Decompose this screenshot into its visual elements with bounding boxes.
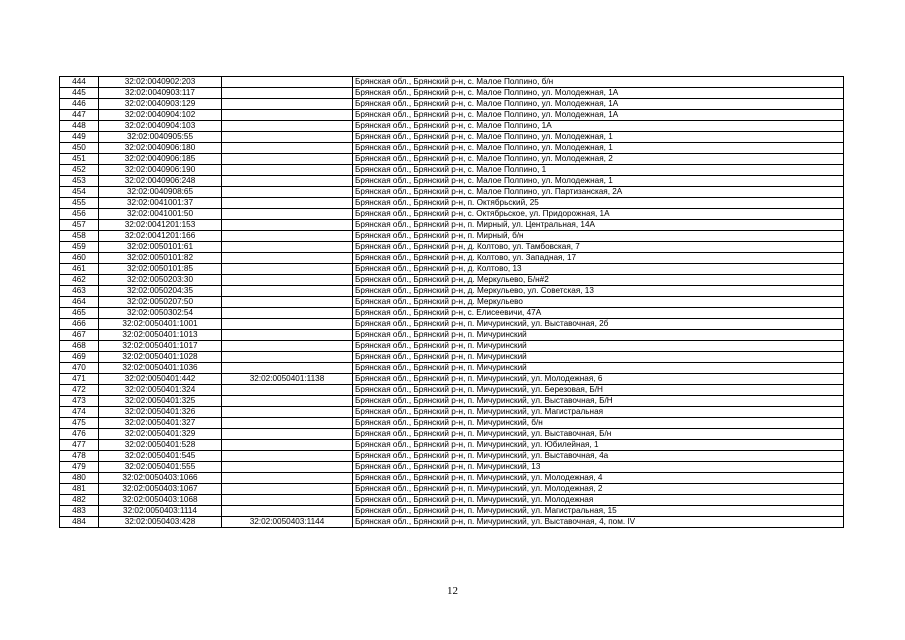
address-cell: Брянская обл., Брянский р-н, с. Малое Полпино, 1А bbox=[353, 121, 844, 132]
table-row bbox=[60, 396, 844, 407]
table-row bbox=[60, 473, 844, 484]
cadastral-number-cell: 32:02:0040903:129 bbox=[99, 99, 222, 110]
cadastral-number-cell: 32:02:0050401:1013 bbox=[99, 330, 222, 341]
address-cell: Брянская обл., Брянский р-н, д. Меркульево, Б/н#2 bbox=[353, 275, 844, 286]
row-number-cell: 450 bbox=[60, 143, 99, 154]
table-row bbox=[60, 99, 844, 110]
address-cell: Брянская обл., Брянский р-н, п. Октябрьский, 25 bbox=[353, 198, 844, 209]
row-number-cell: 464 bbox=[60, 297, 99, 308]
address-cell: Брянская обл., Брянский р-н, д. Колтово, 13 bbox=[353, 264, 844, 275]
row-number-cell: 475 bbox=[60, 418, 99, 429]
address-cell: Брянская обл., Брянский р-н, с. Малое Полпино, ул. Молодежная, 1 bbox=[353, 143, 844, 154]
parent-cadastral-number-cell bbox=[222, 462, 353, 473]
cadastral-number-cell: 32:02:0050403:1068 bbox=[99, 495, 222, 506]
table-row bbox=[60, 495, 844, 506]
address-cell: Брянская обл., Брянский р-н, п. Мичуринский, 13 bbox=[353, 462, 844, 473]
row-number-cell: 480 bbox=[60, 473, 99, 484]
parent-cadastral-number-cell bbox=[222, 88, 353, 99]
table-row bbox=[60, 121, 844, 132]
cadastral-number-cell: 32:02:0050401:326 bbox=[99, 407, 222, 418]
table-row bbox=[60, 308, 844, 319]
cadastral-number-cell: 32:02:0040908:65 bbox=[99, 187, 222, 198]
row-number-cell: 455 bbox=[60, 198, 99, 209]
cadastral-number-cell: 32:02:0050403:1066 bbox=[99, 473, 222, 484]
cadastral-number-cell: 32:02:0050401:1017 bbox=[99, 341, 222, 352]
address-cell: Брянская обл., Брянский р-н, п. Мичуринский bbox=[353, 341, 844, 352]
parent-cadastral-number-cell bbox=[222, 165, 353, 176]
address-cell: Брянская обл., Брянский р-н, с. Малое Полпино, б/н bbox=[353, 77, 844, 88]
parent-cadastral-number-cell bbox=[222, 484, 353, 495]
table-row bbox=[60, 462, 844, 473]
table-row bbox=[60, 484, 844, 495]
address-cell: Брянская обл., Брянский р-н, п. Мичуринский, ул. Выставочная, 4, пом. IV bbox=[353, 517, 844, 528]
parent-cadastral-number-cell bbox=[222, 495, 353, 506]
address-cell: Брянская обл., Брянский р-н, с. Малое Полпино, ул. Молодежная, 1А bbox=[353, 99, 844, 110]
parent-cadastral-number-cell bbox=[222, 352, 353, 363]
row-number-cell: 472 bbox=[60, 385, 99, 396]
row-number-cell: 474 bbox=[60, 407, 99, 418]
parent-cadastral-number-cell bbox=[222, 121, 353, 132]
row-number-cell: 452 bbox=[60, 165, 99, 176]
address-cell: Брянская обл., Брянский р-н, д. Меркульево bbox=[353, 297, 844, 308]
address-cell: Брянская обл., Брянский р-н, п. Мичуринский, б/н bbox=[353, 418, 844, 429]
row-number-cell: 469 bbox=[60, 352, 99, 363]
row-number-cell: 478 bbox=[60, 451, 99, 462]
address-cell: Брянская обл., Брянский р-н, п. Мичуринский, ул. Выставочная, 2б bbox=[353, 319, 844, 330]
parent-cadastral-number-cell bbox=[222, 319, 353, 330]
parent-cadastral-number-cell bbox=[222, 209, 353, 220]
address-cell: Брянская обл., Брянский р-н, д. Меркульево, ул. Советская, 13 bbox=[353, 286, 844, 297]
parent-cadastral-number-cell bbox=[222, 286, 353, 297]
page-number: 12 bbox=[447, 585, 458, 597]
cadastral-number-cell: 32:02:0050403:1114 bbox=[99, 506, 222, 517]
table-row bbox=[60, 176, 844, 187]
cadastral-number-cell: 32:02:0050401:324 bbox=[99, 385, 222, 396]
registry-table-body bbox=[60, 77, 844, 528]
parent-cadastral-number-cell bbox=[222, 220, 353, 231]
parent-cadastral-number-cell bbox=[222, 363, 353, 374]
parent-cadastral-number-cell bbox=[222, 440, 353, 451]
table-row bbox=[60, 154, 844, 165]
address-cell: Брянская обл., Брянский р-н, с. Октябрьское, ул. Придорожная, 1А bbox=[353, 209, 844, 220]
row-number-cell: 481 bbox=[60, 484, 99, 495]
row-number-cell: 482 bbox=[60, 495, 99, 506]
table-row bbox=[60, 440, 844, 451]
row-number-cell: 447 bbox=[60, 110, 99, 121]
parent-cadastral-number-cell bbox=[222, 341, 353, 352]
row-number-cell: 457 bbox=[60, 220, 99, 231]
table-row bbox=[60, 286, 844, 297]
row-number-cell: 470 bbox=[60, 363, 99, 374]
parent-cadastral-number-cell: 32:02:0050401:1138 bbox=[222, 374, 353, 385]
address-cell: Брянская обл., Брянский р-н, д. Колтово, ул. Западная, 17 bbox=[353, 253, 844, 264]
cadastral-number-cell: 32:02:0040906:185 bbox=[99, 154, 222, 165]
row-number-cell: 466 bbox=[60, 319, 99, 330]
address-cell: Брянская обл., Брянский р-н, п. Мичуринский bbox=[353, 352, 844, 363]
table-row bbox=[60, 341, 844, 352]
cadastral-number-cell: 32:02:0050101:85 bbox=[99, 264, 222, 275]
table-row bbox=[60, 242, 844, 253]
table-row bbox=[60, 143, 844, 154]
table-row bbox=[60, 253, 844, 264]
address-cell: Брянская обл., Брянский р-н, с. Малое Полпино, ул. Молодежная, 1А bbox=[353, 110, 844, 121]
table-row bbox=[60, 231, 844, 242]
table-row bbox=[60, 187, 844, 198]
cadastral-number-cell: 32:02:0050401:1028 bbox=[99, 352, 222, 363]
parent-cadastral-number-cell bbox=[222, 198, 353, 209]
address-cell: Брянская обл., Брянский р-н, п. Мичуринский, ул. Березовая, Б/Н bbox=[353, 385, 844, 396]
address-cell: Брянская обл., Брянский р-н, с. Малое Полпино, ул. Молодежная, 1 bbox=[353, 176, 844, 187]
row-number-cell: 453 bbox=[60, 176, 99, 187]
table-row bbox=[60, 363, 844, 374]
address-cell: Брянская обл., Брянский р-н, п. Мирный, б/н bbox=[353, 231, 844, 242]
parent-cadastral-number-cell bbox=[222, 385, 353, 396]
table-row bbox=[60, 220, 844, 231]
parent-cadastral-number-cell bbox=[222, 473, 353, 484]
row-number-cell: 445 bbox=[60, 88, 99, 99]
table-row bbox=[60, 88, 844, 99]
parent-cadastral-number-cell bbox=[222, 451, 353, 462]
cadastral-number-cell: 32:02:0050401:329 bbox=[99, 429, 222, 440]
row-number-cell: 473 bbox=[60, 396, 99, 407]
row-number-cell: 458 bbox=[60, 231, 99, 242]
address-cell: Брянская обл., Брянский р-н, п. Мичуринский, ул. Выставочная, 4а bbox=[353, 451, 844, 462]
address-cell: Брянская обл., Брянский р-н, п. Мичуринский, ул. Молодежная bbox=[353, 495, 844, 506]
row-number-cell: 449 bbox=[60, 132, 99, 143]
parent-cadastral-number-cell bbox=[222, 396, 353, 407]
cadastral-number-cell: 32:02:0040902:203 bbox=[99, 77, 222, 88]
cadastral-number-cell: 32:02:0050401:442 bbox=[99, 374, 222, 385]
cadastral-number-cell: 32:02:0041201:153 bbox=[99, 220, 222, 231]
address-cell: Брянская обл., Брянский р-н, п. Мичуринский, ул. Молодежная, 2 bbox=[353, 484, 844, 495]
parent-cadastral-number-cell bbox=[222, 308, 353, 319]
parent-cadastral-number-cell: 32:02:0050403:1144 bbox=[222, 517, 353, 528]
row-number-cell: 468 bbox=[60, 341, 99, 352]
cadastral-number-cell: 32:02:0040906:190 bbox=[99, 165, 222, 176]
parent-cadastral-number-cell bbox=[222, 253, 353, 264]
parent-cadastral-number-cell bbox=[222, 154, 353, 165]
cadastral-number-cell: 32:02:0050101:82 bbox=[99, 253, 222, 264]
cadastral-number-cell: 32:02:0041001:37 bbox=[99, 198, 222, 209]
address-cell: Брянская обл., Брянский р-н, п. Мичуринский, ул. Магистральная bbox=[353, 407, 844, 418]
table-row bbox=[60, 517, 844, 528]
row-number-cell: 454 bbox=[60, 187, 99, 198]
cadastral-number-cell: 32:02:0050403:428 bbox=[99, 517, 222, 528]
row-number-cell: 467 bbox=[60, 330, 99, 341]
cadastral-number-cell: 32:02:0050401:1001 bbox=[99, 319, 222, 330]
cadastral-number-cell: 32:02:0050207:50 bbox=[99, 297, 222, 308]
row-number-cell: 456 bbox=[60, 209, 99, 220]
parent-cadastral-number-cell bbox=[222, 132, 353, 143]
parent-cadastral-number-cell bbox=[222, 330, 353, 341]
row-number-cell: 448 bbox=[60, 121, 99, 132]
cadastral-number-cell: 32:02:0040905:55 bbox=[99, 132, 222, 143]
address-cell: Брянская обл., Брянский р-н, с. Малое Полпино, 1 bbox=[353, 165, 844, 176]
cadastral-number-cell: 32:02:0050204:35 bbox=[99, 286, 222, 297]
cadastral-number-cell: 32:02:0050401:325 bbox=[99, 396, 222, 407]
cadastral-number-cell: 32:02:0040904:102 bbox=[99, 110, 222, 121]
parent-cadastral-number-cell bbox=[222, 418, 353, 429]
cadastral-number-cell: 32:02:0050401:555 bbox=[99, 462, 222, 473]
row-number-cell: 476 bbox=[60, 429, 99, 440]
table-row bbox=[60, 275, 844, 286]
row-number-cell: 465 bbox=[60, 308, 99, 319]
parent-cadastral-number-cell bbox=[222, 407, 353, 418]
address-cell: Брянская обл., Брянский р-н, п. Мичуринский bbox=[353, 363, 844, 374]
cadastral-number-cell: 32:02:0040906:180 bbox=[99, 143, 222, 154]
row-number-cell: 471 bbox=[60, 374, 99, 385]
table-row bbox=[60, 319, 844, 330]
parent-cadastral-number-cell bbox=[222, 297, 353, 308]
cadastral-number-cell: 32:02:0040903:117 bbox=[99, 88, 222, 99]
cadastral-number-cell: 32:02:0041201:166 bbox=[99, 231, 222, 242]
table-row bbox=[60, 330, 844, 341]
address-cell: Брянская обл., Брянский р-н, с. Малое Полпино, ул. Молодежная, 2 bbox=[353, 154, 844, 165]
cadastral-number-cell: 32:02:0050401:327 bbox=[99, 418, 222, 429]
table-row bbox=[60, 165, 844, 176]
cadastral-number-cell: 32:02:0050101:61 bbox=[99, 242, 222, 253]
cadastral-number-cell: 32:02:0050302:54 bbox=[99, 308, 222, 319]
parent-cadastral-number-cell bbox=[222, 77, 353, 88]
table-row bbox=[60, 407, 844, 418]
address-cell: Брянская обл., Брянский р-н, п. Мичуринский, ул. Молодежная, 6 bbox=[353, 374, 844, 385]
row-number-cell: 451 bbox=[60, 154, 99, 165]
row-number-cell: 459 bbox=[60, 242, 99, 253]
parent-cadastral-number-cell bbox=[222, 242, 353, 253]
parent-cadastral-number-cell bbox=[222, 176, 353, 187]
table-row bbox=[60, 385, 844, 396]
row-number-cell: 461 bbox=[60, 264, 99, 275]
table-row bbox=[60, 264, 844, 275]
address-cell: Брянская обл., Брянский р-н, п. Мичуринский bbox=[353, 330, 844, 341]
address-cell: Брянская обл., Брянский р-н, д. Колтово, ул. Тамбовская, 7 bbox=[353, 242, 844, 253]
cadastral-number-cell: 32:02:0040906:248 bbox=[99, 176, 222, 187]
address-cell: Брянская обл., Брянский р-н, с. Елисеевичи, 47А bbox=[353, 308, 844, 319]
address-cell: Брянская обл., Брянский р-н, п. Мичуринский, ул. Молодежная, 4 bbox=[353, 473, 844, 484]
table-row bbox=[60, 451, 844, 462]
cadastral-number-cell: 32:02:0041001:50 bbox=[99, 209, 222, 220]
cadastral-number-cell: 32:02:0040904:103 bbox=[99, 121, 222, 132]
parent-cadastral-number-cell bbox=[222, 275, 353, 286]
row-number-cell: 460 bbox=[60, 253, 99, 264]
parent-cadastral-number-cell bbox=[222, 143, 353, 154]
address-cell: Брянская обл., Брянский р-н, п. Мичуринский, ул. Юбилейная, 1 bbox=[353, 440, 844, 451]
address-cell: Брянская обл., Брянский р-н, п. Мичуринский, ул. Магистральная, 15 bbox=[353, 506, 844, 517]
table-row bbox=[60, 198, 844, 209]
parent-cadastral-number-cell bbox=[222, 187, 353, 198]
address-cell: Брянская обл., Брянский р-н, с. Малое Полпино, ул. Партизанская, 2А bbox=[353, 187, 844, 198]
table-row bbox=[60, 352, 844, 363]
row-number-cell: 483 bbox=[60, 506, 99, 517]
address-cell: Брянская обл., Брянский р-н, п. Мирный, ул. Центральная, 14А bbox=[353, 220, 844, 231]
row-number-cell: 479 bbox=[60, 462, 99, 473]
row-number-cell: 463 bbox=[60, 286, 99, 297]
cadastral-number-cell: 32:02:0050403:1067 bbox=[99, 484, 222, 495]
parent-cadastral-number-cell bbox=[222, 264, 353, 275]
parent-cadastral-number-cell bbox=[222, 231, 353, 242]
row-number-cell: 484 bbox=[60, 517, 99, 528]
table-row bbox=[60, 506, 844, 517]
parent-cadastral-number-cell bbox=[222, 99, 353, 110]
property-registry-table bbox=[59, 76, 844, 528]
cadastral-number-cell: 32:02:0050401:1036 bbox=[99, 363, 222, 374]
parent-cadastral-number-cell bbox=[222, 506, 353, 517]
table-row bbox=[60, 418, 844, 429]
cadastral-number-cell: 32:02:0050401:528 bbox=[99, 440, 222, 451]
address-cell: Брянская обл., Брянский р-н, с. Малое Полпино, ул. Молодежная, 1 bbox=[353, 132, 844, 143]
table-row bbox=[60, 374, 844, 385]
row-number-cell: 446 bbox=[60, 99, 99, 110]
table-row bbox=[60, 132, 844, 143]
row-number-cell: 444 bbox=[60, 77, 99, 88]
table-row bbox=[60, 209, 844, 220]
parent-cadastral-number-cell bbox=[222, 110, 353, 121]
table-row bbox=[60, 297, 844, 308]
address-cell: Брянская обл., Брянский р-н, п. Мичуринский, ул. Выставочная, Б/н bbox=[353, 429, 844, 440]
table-row bbox=[60, 77, 844, 88]
row-number-cell: 477 bbox=[60, 440, 99, 451]
address-cell: Брянская обл., Брянский р-н, с. Малое Полпино, ул. Молодежная, 1А bbox=[353, 88, 844, 99]
parent-cadastral-number-cell bbox=[222, 429, 353, 440]
table-row bbox=[60, 110, 844, 121]
cadastral-number-cell: 32:02:0050401:545 bbox=[99, 451, 222, 462]
row-number-cell: 462 bbox=[60, 275, 99, 286]
cadastral-number-cell: 32:02:0050203:30 bbox=[99, 275, 222, 286]
table-row bbox=[60, 429, 844, 440]
address-cell: Брянская обл., Брянский р-н, п. Мичуринский, ул. Выставочная, Б/Н bbox=[353, 396, 844, 407]
